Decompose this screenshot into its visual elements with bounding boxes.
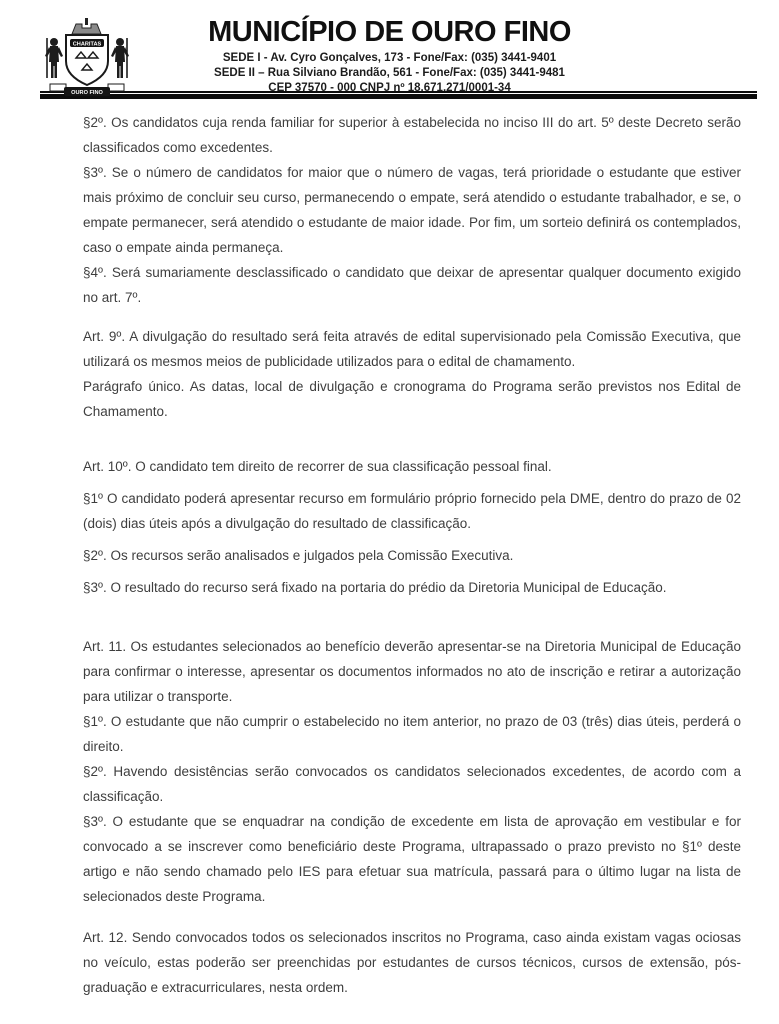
left-supporter-figure	[45, 38, 63, 78]
paragraph-art8-s4: §4º. Será sumariamente desclassificado o candidato que deixar de apresentar qualquer documento exigido no art. 7º.	[83, 265, 741, 305]
address-cep-cnpj: CEP 37570 - 000 CNPJ nº 18.671.271/0001-34	[268, 82, 511, 94]
paragraph-art11-s3: §3º. O estudante que se enquadrar na condição de excedente em lista de aprovação em vestibular e for convocado a se inscrever como beneficiário deste Programa, ultrapassado o prazo previsto no §1º deste artigo e não sendo chamado pelo IES para efetuar sua matrícula, passará para o último lugar na lista de selecionados deste Programa.	[83, 814, 741, 904]
paragraph-art8-s3: §3º. Se o número de candidatos for maior que o número de vagas, terá prioridade o estudante que estiver mais próximo de concluir seu curso, permanecendo o empate, será atendido o estudante trabalhador, e se, o empate permanecer, será atendido o estudante de maior idade. Por fim, um sorteio definirá os contemplados, caso o empate ainda permaneça.	[83, 165, 741, 255]
address-sede-1: SEDE I - Av. Cyro Gonçalves, 173 - Fone/Fax: (035) 3441-9401	[222, 52, 557, 64]
paragraph-art8-s2: §2º. Os candidatos cuja renda familiar for superior à estabelecida no inciso III do art. 5º deste Decreto serão classificados como excedentes.	[83, 115, 741, 155]
paragraph-art9: Art. 9º. A divulgação do resultado será feita através de edital supervisionado pela Comissão Executiva, que utilizará os mesmos meios de publicidade utilizados para o edital de chamamento.	[83, 329, 741, 369]
paragraph-art12: Art. 12. Sendo convocados todos os selecionados inscritos no Programa, caso ainda existam vagas ociosas no veículo, estas poderão ser preenchidas por estudantes de cursos técnicos, cursos de extensão, pós-graduação e extracurriculares, nesta ordem.	[83, 930, 741, 995]
paragraph-art10-s3: §3º. O resultado do recurso será fixado na portaria do prédio da Diretoria Municipal de Educação.	[83, 580, 667, 595]
paragraph-art11-s1: §1º. O estudante que não cumprir o estabelecido no item anterior, no prazo de 03 (três) dias úteis, perderá o direito.	[83, 714, 741, 754]
shield-shape	[66, 35, 108, 85]
address-sede-2: SEDE II – Rua Silviano Brandão, 561 - Fone/Fax: (035) 3441-9481	[214, 67, 565, 79]
coat-of-arms	[38, 16, 136, 102]
paragraph-art10: Art. 10º. O candidato tem direito de recorrer de sua classificação pessoal final.	[83, 459, 552, 474]
paragraph-art9-unico: Parágrafo único. As datas, local de divulgação e cronograma do Programa serão previstos nos Edital de Chamamento.	[83, 379, 741, 419]
document-body	[0, 99, 779, 1000]
ribbon-text: OURO FINO	[71, 90, 103, 96]
paragraph-art11-s2: §2º. Havendo desistências serão convocados os candidatos selecionados excedentes, de acordo com a classificação.	[83, 764, 741, 804]
letterhead	[0, 0, 779, 96]
paragraph-art10-s2: §2º. Os recursos serão analisados e julgados pela Comissão Executiva.	[83, 548, 514, 563]
crown-icon	[72, 18, 101, 34]
municipality-title: MUNICÍPIO DE OURO FINO	[208, 16, 571, 48]
paragraph-art11: Art. 11. Os estudantes selecionados ao benefício deverão apresentar-se na Diretoria Municipal de Educação para confirmar o interesse, apresentar os documentos informados no ato de inscrição e retirar a autorização para utilizar o transporte.	[83, 639, 741, 704]
motto-text: CHARITAS	[72, 41, 102, 48]
right-supporter-figure	[111, 38, 129, 78]
paragraph-art10-s1: §1º O candidato poderá apresentar recurso em formulário próprio fornecido pela DME, dentro do prazo de 02 (dois) dias úteis após a divulgação do resultado de classificação.	[83, 491, 741, 531]
